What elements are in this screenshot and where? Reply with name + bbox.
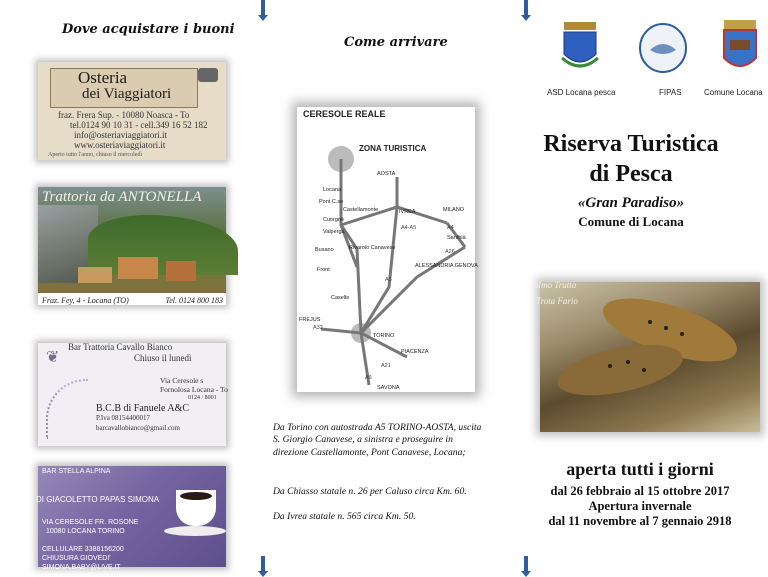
map-place: Locana [323, 187, 342, 193]
coffee-cup-icon [176, 490, 216, 526]
comune-label: Comune di Locana [578, 214, 684, 229]
map-place: MILANO [443, 207, 465, 213]
map-zone-label: ZONA TURISTICA [359, 144, 427, 153]
map-place: SAVONA [377, 385, 400, 391]
trout-photo [534, 280, 760, 432]
osteria-name-2: dei Viaggiatori [82, 86, 172, 102]
map-road: A4 [447, 225, 454, 231]
trattoria-card [38, 187, 226, 305]
butterfly-icon: ❦ [46, 349, 60, 366]
trattoria-address: Fraz. Fey, 4 - Locana (TO) [42, 296, 129, 305]
cavallo-company: B.C.B di Fanuele A&C [96, 403, 190, 414]
trattoria-name: Trattoria da ANTONELLA [42, 189, 202, 205]
map-road: A26 [445, 249, 455, 255]
cavallo-closed: Chiuso il lunedì [134, 353, 192, 363]
map-place: Cuorgnè [323, 217, 345, 223]
hill-image [88, 215, 238, 275]
comune-crest-icon [718, 18, 762, 76]
map-road: A5 [385, 277, 392, 283]
trattoria-phone: Tel. 0124 800 183 [165, 296, 223, 305]
osteria-address: fraz. Frera Sup. - 10080 Noasca - To [58, 110, 190, 120]
map-title: CERESOLE REALE [303, 109, 386, 119]
map-place: AOSTA [377, 171, 396, 177]
winter-opening-title: Apertura invernale [588, 499, 692, 513]
cavallo-address-3: 0124 / 8001 [188, 395, 217, 401]
map-road: A4-A5 [401, 225, 417, 231]
cavallo-address-1: Via Ceresole s [160, 376, 204, 385]
stella-phone: CELLULARE 3388156200 [42, 546, 124, 553]
map-place: Santhià [447, 235, 466, 241]
cavallo-email: barcavallobianco@gmail.com [96, 424, 180, 432]
stella-name: BAR STELLA ALPINA [42, 468, 111, 475]
cavallo-vat: P.Iva 08154400017 [96, 414, 151, 422]
title-line-2: di Pesca [589, 161, 673, 187]
osteria-card [38, 62, 226, 160]
map-road: A32 [313, 325, 323, 331]
winter-opening-dates: dal 11 novembre al 7 gennaio 2918 [548, 514, 732, 528]
ornament-decoration [46, 379, 88, 439]
photo-caption-2: Trota Fario [536, 296, 578, 306]
directions-ivrea: Da Ivrea statale n. 565 circa Km. 50. [273, 511, 416, 522]
cavallo-bianco-card [38, 343, 226, 446]
osteria-name-1: Osteria [78, 68, 128, 87]
road-line [361, 247, 465, 333]
photo-caption-1: almo Trutta [534, 280, 577, 290]
map-place: Front [317, 267, 330, 273]
logo-caption-fipas: FIPAS [659, 88, 682, 97]
season-dates: dal 26 febbraio al 15 ottobre 2017 [550, 484, 730, 498]
osteria-logo-icon [198, 68, 218, 82]
stella-email: SIMONA.BABY@LIVE.IT [42, 564, 121, 571]
map-place: Busano [315, 247, 334, 253]
stella-closed: CHIUSURA GIOVEDI' [42, 555, 111, 562]
map-place: ALESSANDRIA GENOVA [415, 263, 478, 269]
map-place: Pont C.se [319, 199, 344, 205]
map-place: Valperga [323, 229, 345, 235]
fold-marker-bottom-right [524, 556, 528, 572]
map-place: TORINO [373, 333, 395, 339]
road-map [297, 107, 478, 392]
stella-address-1: VIA CERESOLE FR. ROSONE [42, 519, 139, 526]
house-image [118, 257, 158, 279]
title-line-1: Riserva Turistica [543, 131, 719, 157]
directions-torino: Da Torino con autostrada A5 TORINO-AOSTA, uscita S. Giorgio Canavese, a sinistra e proseguire in direzione Castellamonte, Pont Canavese, Locana; [273, 422, 482, 458]
subtitle: «Gran Paradiso» [577, 195, 685, 211]
house-image [166, 261, 196, 281]
fold-marker-top-right [524, 0, 528, 16]
osteria-web: www.osteriaviaggiatori.it [74, 140, 166, 150]
logo-caption-asd: ASD Locana pesca [547, 88, 616, 97]
map-place: PIACENZA [401, 349, 429, 355]
map-place: Rivarolo Canavese [349, 245, 396, 251]
osteria-note: Aperto tutto l'anno, chiuso il mercoledì [48, 152, 143, 158]
stella-owner: DI GIACOLETTO PAPAS SIMONA [36, 495, 160, 504]
cavallo-name: Bar Trattoria Cavallo Bianco [68, 342, 173, 352]
directions-chiasso: Da Chiasso statale n. 26 per Caluso circa Km. 60. [273, 486, 467, 497]
map-place: Caselle [331, 295, 350, 301]
open-every-day: aperta tutti i giorni [566, 459, 714, 479]
where-to-buy-heading: Dove acquistare i buoni [62, 22, 235, 37]
asd-crest-icon [558, 18, 602, 76]
map-place: FREJUS [299, 317, 321, 323]
house-image [78, 267, 112, 283]
stella-address-2: 10080 LOCANA TORINO [46, 528, 125, 535]
logo-caption-comune: Comune Locana [704, 88, 763, 97]
road-map-drawing [297, 107, 478, 392]
map-place: Castellamonte [343, 207, 379, 213]
map-road: A6 [365, 375, 372, 381]
saucer-icon [164, 526, 226, 536]
map-road: A21 [381, 363, 391, 369]
osteria-phone: tel.0124 90 10 31 - cell.349 16 52 182 [70, 120, 208, 130]
cavallo-address-2: Fornolosa Locana - To [160, 385, 228, 394]
map-place: IVREA [399, 209, 416, 215]
stella-alpina-card [36, 466, 226, 571]
osteria-email: info@osteriaviaggiatori.it [74, 130, 168, 140]
how-to-arrive-heading: Come arrivare [344, 35, 448, 50]
fipas-logo-icon [638, 18, 688, 76]
